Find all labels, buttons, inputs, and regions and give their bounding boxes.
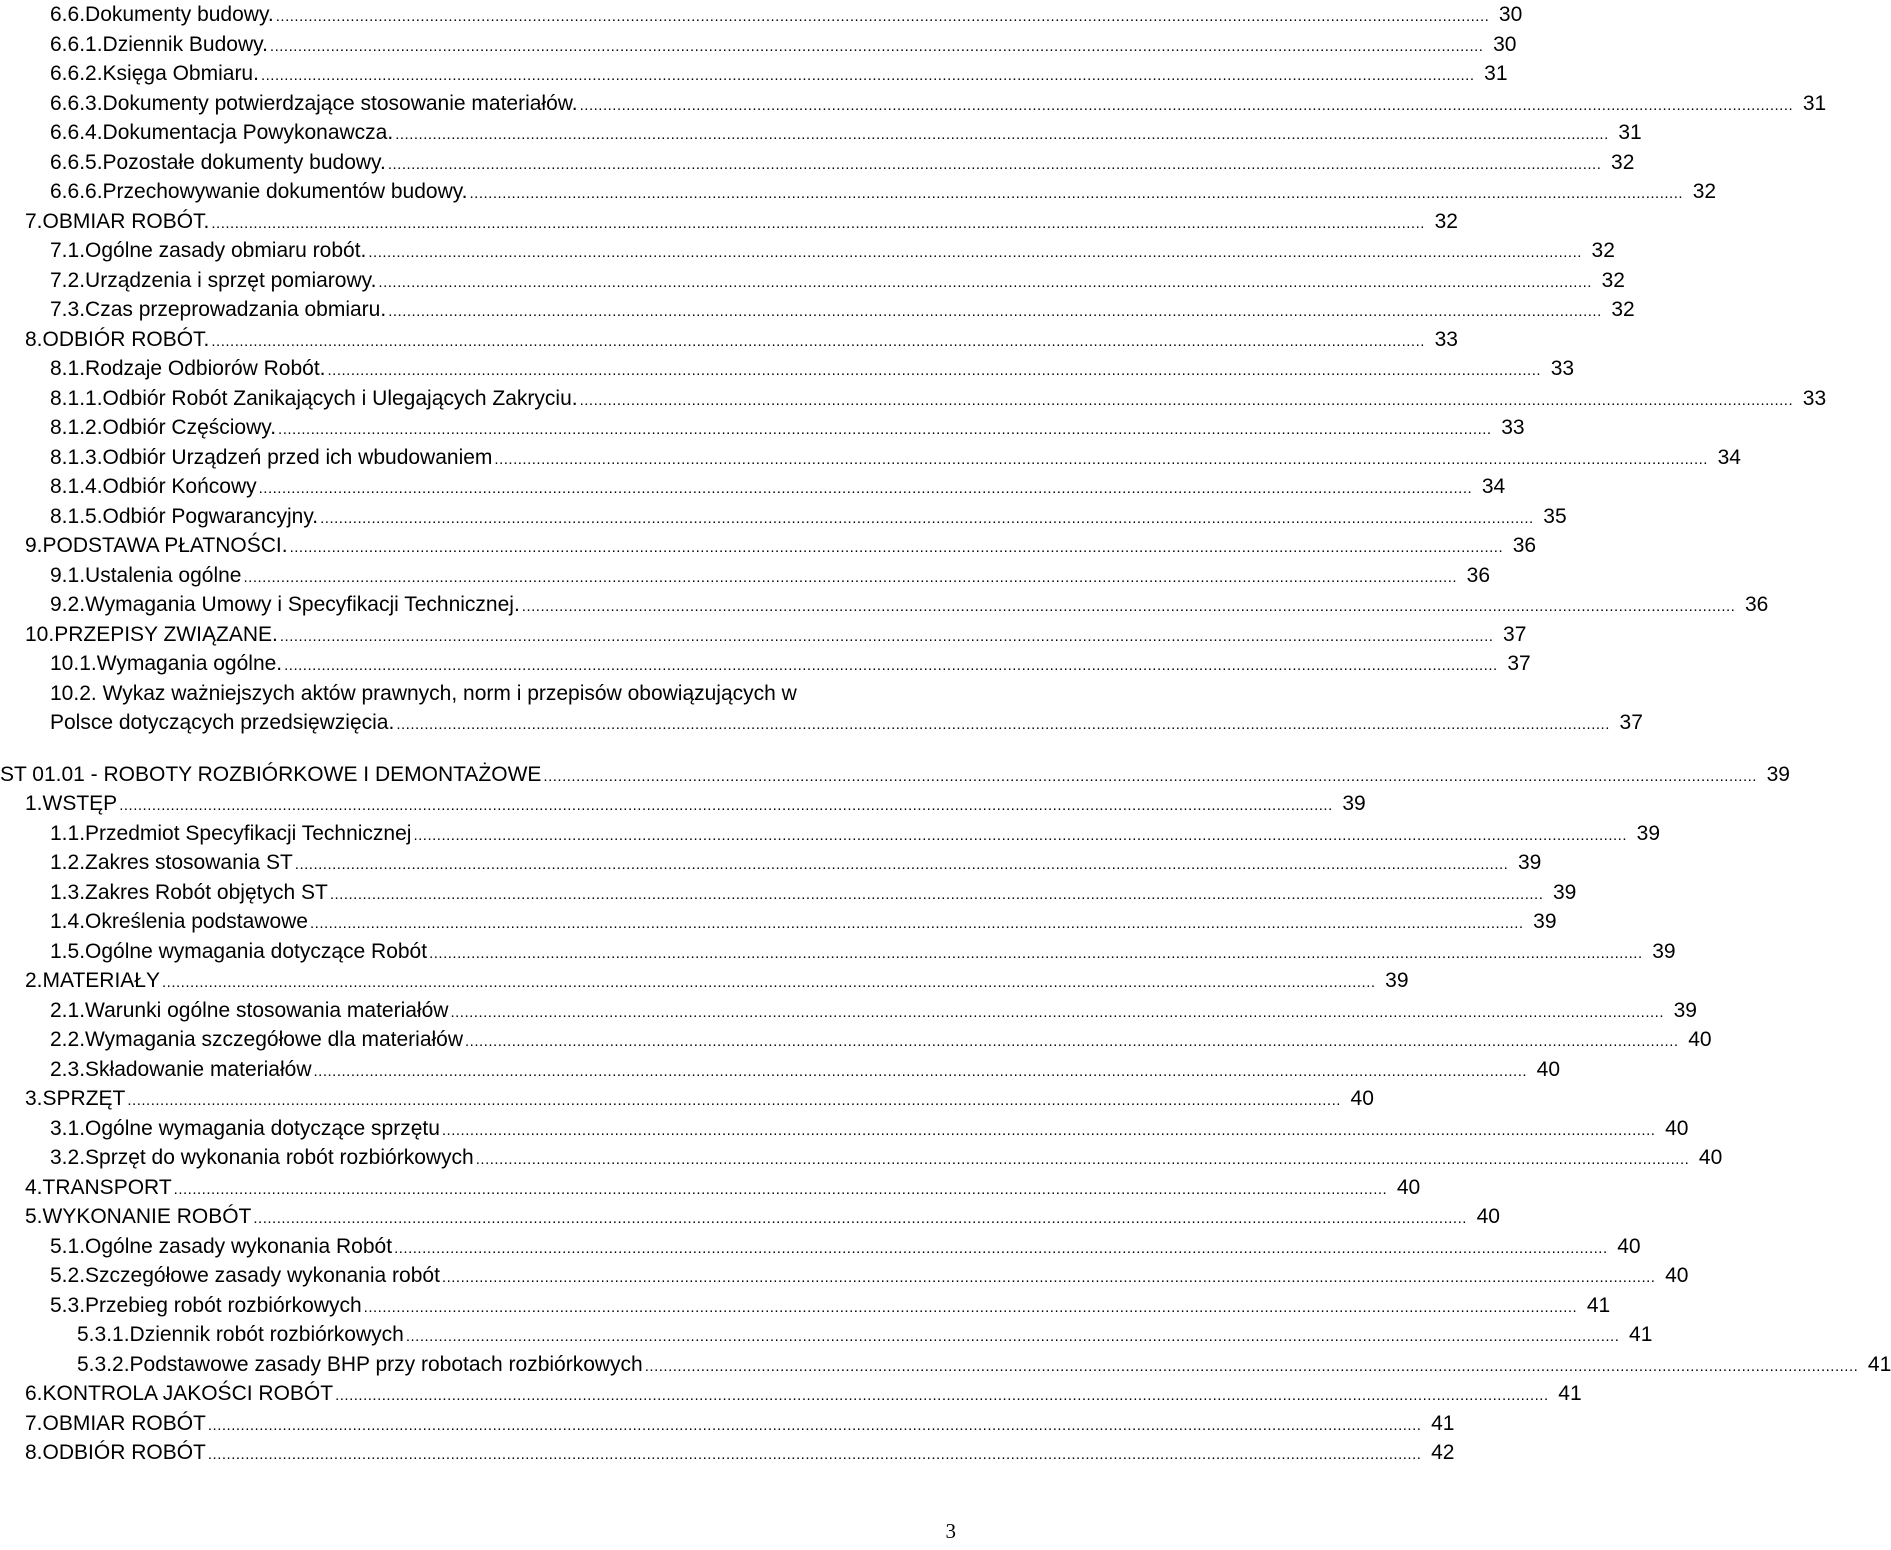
toc-entry-page: 40 xyxy=(1665,1264,1689,1287)
toc-entry-page: 31 xyxy=(1484,62,1508,85)
toc-entry[interactable] xyxy=(0,937,1676,967)
toc-entry-number: 6.6.6. xyxy=(50,180,103,203)
toc-entry-page: 34 xyxy=(1481,475,1506,498)
toc-entry[interactable] xyxy=(0,89,1827,119)
toc-entry-number: 10.1. xyxy=(50,652,97,675)
toc-entry[interactable] xyxy=(0,59,1508,89)
toc-entry-page: 39 xyxy=(1385,969,1409,992)
toc-entry-title: MATERIAŁY xyxy=(42,969,160,992)
toc-entry-title: WSTĘP xyxy=(42,792,118,815)
toc-entry-title: Księga Obmiaru. xyxy=(102,62,259,85)
toc-dot-leader: .................................................................................................................................................................................................................................................................... xyxy=(327,362,1542,379)
toc-entry-page: 37 xyxy=(1619,711,1643,734)
toc-entry-title: Dziennik Budowy. xyxy=(102,32,268,56)
toc-entry-page: 36 xyxy=(1744,593,1769,616)
toc-entry[interactable] xyxy=(0,561,1491,591)
toc-entry-title: WYKONANIE ROBÓT xyxy=(42,1205,252,1228)
toc-entry-title: Sprzęt do wykonania robót rozbiórkowych xyxy=(85,1146,474,1169)
toc-entry-page: 30 xyxy=(1493,32,1517,56)
toc-entry-title: Odbiór Urządzeń przed ich wbudowaniem xyxy=(102,445,493,469)
toc-dot-leader: .................................................................................................................................................................................................................................................................... xyxy=(335,1387,1549,1404)
toc-entry[interactable] xyxy=(0,207,1458,237)
toc-entry-title: Wymagania Umowy i Specyfikacji Technicznej. xyxy=(85,593,520,616)
toc-entry-number: 8.1.5. xyxy=(50,504,103,528)
toc-entry-title: OBMIAR ROBÓT xyxy=(42,1411,206,1435)
toc-entry[interactable] xyxy=(0,1438,1455,1468)
toc-dot-leader: .................................................................................................................................................................................................................................................................... xyxy=(269,37,1484,55)
toc-entry[interactable] xyxy=(0,1350,1891,1380)
toc-entry-number: 1.4. xyxy=(50,910,86,933)
toc-entry-page: 39 xyxy=(1342,792,1366,815)
toc-dot-leader: .................................................................................................................................................................................................................................................................... xyxy=(313,1062,1528,1080)
toc-entry-page: 41 xyxy=(1629,1323,1653,1346)
toc-entry[interactable] xyxy=(0,789,1366,819)
toc-dot-leader: .................................................................................................................................................................................................................................................................... xyxy=(279,627,1494,645)
toc-entry-number: 6. xyxy=(25,1382,43,1405)
toc-entry-title: Urządzenia i sprzęt pomiarowy. xyxy=(85,268,377,292)
toc-entry[interactable] xyxy=(0,760,1790,790)
toc-entry-page: 32 xyxy=(1611,150,1635,174)
toc-entry[interactable] xyxy=(0,620,1527,650)
toc-entry[interactable] xyxy=(0,1409,1455,1439)
toc-dot-leader: .................................................................................................................................................................................................................................................................... xyxy=(387,155,1602,173)
toc-dot-leader: .................................................................................................................................................................................................................................................................... xyxy=(441,1269,1656,1286)
toc-entry-number: 3. xyxy=(25,1087,43,1110)
toc-entry-page: 37 xyxy=(1503,622,1527,646)
toc-entry-number: 3.1. xyxy=(50,1116,86,1140)
toc-entry-page: 39 xyxy=(1636,821,1661,845)
toc-dot-leader: .................................................................................................................................................................................................................................................................... xyxy=(363,1298,1578,1316)
toc-entry-number: 8.1.4. xyxy=(50,475,103,498)
toc-entry-page: 41 xyxy=(1867,1352,1891,1376)
toc-dot-leader: .................................................................................................................................................................................................................................................................... xyxy=(388,303,1602,320)
toc-entry[interactable] xyxy=(0,590,1769,620)
toc-dot-leader: .................................................................................................................................................................................................................................................................... xyxy=(469,185,1684,202)
toc-entry-number: 2.2. xyxy=(50,1028,86,1051)
toc-entry[interactable] xyxy=(0,1261,1689,1291)
toc-dot-leader: .................................................................................................................................................................................................................................................................... xyxy=(207,1416,1422,1434)
toc-entry-title: Przedmiot Specyfikacji Technicznej xyxy=(85,821,412,845)
toc-entry-page: 32 xyxy=(1692,180,1717,203)
toc-entry-title: Ogólne wymagania dotyczące sprzętu xyxy=(85,1116,440,1140)
toc-entry-number: 1.1. xyxy=(50,821,86,845)
toc-dot-leader: .................................................................................................................................................................................................................................................................... xyxy=(320,509,1534,527)
toc-entry-title: Odbiór Pogwarancyjny. xyxy=(102,504,319,528)
toc-dot-leader: .................................................................................................................................................................................................................................................................... xyxy=(494,450,1708,468)
toc-entry-number: 8. xyxy=(25,327,43,351)
toc-entry-title: Odbiór Częściowy. xyxy=(102,416,277,439)
toc-dot-leader: .................................................................................................................................................................................................................................................................... xyxy=(243,568,1458,586)
toc-entry-page: 30 xyxy=(1498,3,1523,26)
toc-entry-number: 1.5. xyxy=(50,939,86,963)
toc-entry-number: 6.6. xyxy=(50,3,86,26)
toc-entry-title: Ogólne zasady wykonania Robót xyxy=(85,1234,393,1258)
toc-entry-title: PRZEPISY ZWIĄZANE. xyxy=(54,622,278,646)
toc-entry-title: Przebieg robót rozbiórkowych xyxy=(85,1293,362,1317)
toc-entry-number: 1.2. xyxy=(50,851,86,874)
toc-dot-leader: .................................................................................................................................................................................................................................................................... xyxy=(127,1092,1341,1109)
toc-dot-leader: .................................................................................................................................................................................................................................................................... xyxy=(378,273,1592,291)
toc-dot-leader: .................................................................................................................................................................................................................................................................... xyxy=(441,1121,1656,1139)
toc-entry-title: Ustalenia ogólne xyxy=(85,563,242,587)
toc-entry-title: Określenia podstawowe xyxy=(85,910,308,933)
toc-entry[interactable] xyxy=(0,1114,1689,1144)
toc-entry-page: 40 xyxy=(1350,1087,1374,1110)
toc-entry-title: Zakres Robót objętych ST xyxy=(85,880,328,904)
toc-dot-leader: .................................................................................................................................................................................................................................................................... xyxy=(119,797,1333,814)
toc-entry-number: 5.3. xyxy=(50,1293,86,1317)
toc-entry-page: 36 xyxy=(1466,563,1491,587)
toc-dot-leader: .................................................................................................................................................................................................................................................................... xyxy=(543,767,1757,785)
toc-dot-leader: .................................................................................................................................................................................................................................................................... xyxy=(396,716,1610,733)
toc-entry-page: 32 xyxy=(1601,268,1625,292)
toc-dot-leader: .................................................................................................................................................................................................................................................................... xyxy=(211,214,1425,232)
toc-entry-title: Warunki ogólne stosowania materiałów xyxy=(85,998,449,1022)
toc-entry[interactable] xyxy=(0,0,1523,30)
toc-entry-page: 31 xyxy=(1802,91,1827,115)
toc-entry[interactable] xyxy=(0,1320,1653,1350)
toc-entry[interactable] xyxy=(0,966,1409,996)
toc-dot-leader: .................................................................................................................................................................................................................................................................... xyxy=(450,1003,1664,1021)
toc-dot-leader: .................................................................................................................................................................................................................................................................... xyxy=(275,8,1490,25)
toc-dot-leader: .................................................................................................................................................................................................................................................................... xyxy=(429,944,1643,962)
toc-entry-number: 7.1. xyxy=(50,239,86,262)
toc-entry-page: 39 xyxy=(1533,910,1557,933)
toc-entry[interactable] xyxy=(0,472,1506,502)
toc-entry-number: 10.2. xyxy=(50,681,97,705)
toc-entry-page: 31 xyxy=(1618,121,1642,144)
toc-dot-leader: .................................................................................................................................................................................................................................................................... xyxy=(289,539,1504,556)
toc-entry-page: 40 xyxy=(1665,1116,1689,1140)
toc-entry-page: 33 xyxy=(1802,386,1827,410)
toc-entry-title: TRANSPORT xyxy=(42,1175,172,1199)
toc-dot-leader: .................................................................................................................................................................................................................................................................... xyxy=(253,1210,1467,1227)
toc-entry[interactable] xyxy=(0,679,1643,738)
toc-entry[interactable] xyxy=(0,1084,1374,1114)
toc-entry[interactable] xyxy=(0,1173,1421,1203)
toc-entry-number: 8.1.3. xyxy=(50,445,103,469)
toc-dot-leader: .................................................................................................................................................................................................................................................................... xyxy=(260,67,1475,84)
toc-entry[interactable] xyxy=(0,649,1531,679)
toc-entry-number: 4. xyxy=(25,1175,43,1199)
toc-dot-leader: .................................................................................................................................................................................................................................................................... xyxy=(329,885,1544,903)
toc-entry-page: 40 xyxy=(1617,1234,1641,1258)
page-number: 3 xyxy=(945,1519,956,1543)
toc-entry-title: Szczegółowe zasady wykonania robót xyxy=(85,1264,440,1287)
toc-dot-leader: .................................................................................................................................................................................................................................................................... xyxy=(413,826,1628,844)
toc-entry[interactable] xyxy=(0,1143,1723,1173)
toc-dot-leader: .................................................................................................................................................................................................................................................................... xyxy=(211,332,1425,350)
toc-entry-title: Dokumenty potwierdzające stosowanie materiałów. xyxy=(102,91,578,115)
toc-entry[interactable] xyxy=(0,177,1717,207)
toc-entry-number: 1. xyxy=(25,792,43,815)
toc-entry[interactable] xyxy=(0,907,1557,937)
toc-entry[interactable] xyxy=(0,443,1741,473)
toc-entry-page: 39 xyxy=(1517,851,1542,874)
toc-entry-title: Dziennik robót rozbiórkowych xyxy=(129,1323,404,1346)
toc-entry-page: 33 xyxy=(1550,357,1575,380)
toc-entry-page: 39 xyxy=(1652,939,1676,963)
toc-entry-number: 7. xyxy=(25,1411,43,1435)
toc-entry-title: Wymagania ogólne. xyxy=(96,652,283,675)
toc-entry-number: 6.6.5. xyxy=(50,150,103,174)
toc-entry-number: 1.3. xyxy=(50,880,86,904)
toc-entry[interactable] xyxy=(0,118,1642,148)
toc-entry[interactable] xyxy=(0,148,1635,178)
toc-entry-page: 37 xyxy=(1507,652,1531,675)
toc-entry[interactable] xyxy=(0,848,1542,878)
toc-entry[interactable] xyxy=(0,413,1525,443)
toc-entry-title: PODSTAWA PŁATNOŚCI. xyxy=(42,534,288,557)
toc-entry-number: 8.1. xyxy=(50,357,86,380)
toc-entry[interactable] xyxy=(0,1232,1641,1262)
toc-dot-leader: .................................................................................................................................................................................................................................................................... xyxy=(579,391,1794,409)
toc-entry[interactable] xyxy=(0,878,1577,908)
toc-entry-number: 8. xyxy=(25,1441,43,1464)
toc-entry-page: 32 xyxy=(1611,298,1635,321)
toc-entry-page: 40 xyxy=(1536,1057,1561,1081)
toc-entry[interactable] xyxy=(0,1025,1712,1055)
toc-entry-number: 2.3. xyxy=(50,1057,86,1081)
toc-dot-leader: .................................................................................................................................................................................................................................................................... xyxy=(278,421,1492,438)
toc-dot-leader: .................................................................................................................................................................................................................................................................... xyxy=(161,974,1376,991)
toc-entry-number: 7.2. xyxy=(50,268,86,292)
toc-dot-leader: .................................................................................................................................................................................................................................................................... xyxy=(521,598,1736,615)
toc-entry-number: 5.3.2. xyxy=(77,1352,130,1376)
toc-entry-number: 6.6.3. xyxy=(50,91,103,115)
toc-entry-title: ST 01.01 - ROBOTY ROZBIÓRKOWE I DEMONTAŻOWE xyxy=(0,762,542,786)
toc-dot-leader: .................................................................................................................................................................................................................................................................... xyxy=(405,1328,1620,1345)
toc-entry[interactable] xyxy=(0,531,1537,561)
toc-entry[interactable] xyxy=(0,266,1625,296)
toc-entry-page: 41 xyxy=(1558,1382,1582,1405)
toc-entry[interactable] xyxy=(0,1202,1500,1232)
toc-entry-page: 40 xyxy=(1476,1205,1500,1228)
toc-entry[interactable] xyxy=(0,1379,1582,1409)
toc-dot-leader: .................................................................................................................................................................................................................................................................... xyxy=(309,915,1524,932)
toc-entry[interactable] xyxy=(0,325,1458,355)
toc-entry-page: 33 xyxy=(1501,416,1525,439)
toc-entry-title: ODBIÓR ROBÓT xyxy=(42,1441,206,1464)
toc-dot-leader: .................................................................................................................................................................................................................................................................... xyxy=(294,856,1509,873)
toc-entry-number: 8.1.1. xyxy=(50,386,103,410)
toc-entry-page: 36 xyxy=(1512,534,1537,557)
toc-entry-title: Dokumentacja Powykonawcza. xyxy=(102,121,394,144)
toc-entry-page: 39 xyxy=(1766,762,1790,786)
toc-dot-leader: .................................................................................................................................................................................................................................................................... xyxy=(394,1239,1608,1257)
toc-entry-title: Wymagania szczegółowe dla materiałów xyxy=(85,1028,464,1051)
toc-entry-page: 39 xyxy=(1553,880,1577,904)
toc-entry-number: 9.2. xyxy=(50,593,86,616)
toc-entry[interactable] xyxy=(0,30,1517,60)
toc-entry-title: Składowanie materiałów xyxy=(85,1057,312,1081)
toc-entry-title: Ogólne zasady obmiaru robót. xyxy=(85,239,367,262)
toc-entry-title: ODBIÓR ROBÓT. xyxy=(42,327,210,351)
toc-entry-page: 40 xyxy=(1688,1028,1712,1051)
toc-entry-number: 2.1. xyxy=(50,998,86,1022)
toc-entry-title: SPRZĘT xyxy=(42,1087,126,1110)
toc-entry-page: 40 xyxy=(1698,1146,1723,1169)
toc-entry-page: 32 xyxy=(1434,209,1458,233)
toc-entry-page: 33 xyxy=(1434,327,1458,351)
toc-entry-page: 41 xyxy=(1586,1293,1611,1317)
toc-entry-title: Czas przeprowadzania obmiaru. xyxy=(85,298,387,321)
toc-entry-title: KONTROLA JAKOŚCI ROBÓT xyxy=(42,1382,334,1405)
toc-entry-title: Podstawowe zasady BHP przy robotach rozbiórkowych xyxy=(129,1352,643,1376)
toc-entry[interactable] xyxy=(0,996,1697,1026)
toc-dot-leader: .................................................................................................................................................................................................................................................................... xyxy=(475,1151,1690,1168)
toc-entry[interactable] xyxy=(0,354,1575,384)
toc-entry-number: 10. xyxy=(25,622,55,646)
toc-entry-title: Zakres stosowania ST xyxy=(85,851,293,874)
toc-dot-leader: .................................................................................................................................................................................................................................................................... xyxy=(368,244,1582,261)
toc-dot-leader: .................................................................................................................................................................................................................................................................... xyxy=(644,1357,1859,1375)
toc-entry-number: 3.2. xyxy=(50,1146,86,1169)
toc-dot-leader: .................................................................................................................................................................................................................................................................... xyxy=(258,480,1473,497)
toc-entry-number: 2. xyxy=(25,969,43,992)
toc-entry-number: 6.6.4. xyxy=(50,121,103,144)
toc-entry-title: Przechowywanie dokumentów budowy. xyxy=(102,180,468,203)
toc-entry-title: Ogólne wymagania dotyczące Robót xyxy=(85,939,428,963)
toc-entry-page: 40 xyxy=(1396,1175,1421,1199)
toc-entry-title: Wykaz ważniejszych aktów prawnych, norm i przepisów obowiązujących w xyxy=(102,681,797,705)
toc-entry-page: 41 xyxy=(1431,1411,1455,1435)
toc-entry-number: 5. xyxy=(25,1205,43,1228)
toc-entry-number: 5.2. xyxy=(50,1264,86,1287)
toc-entry-title: Rodzaje Odbiorów Robót. xyxy=(85,357,326,380)
toc-entry-title-continued: Polsce dotyczących przedsięwzięcia. xyxy=(50,711,395,734)
toc-dot-leader: .................................................................................................................................................................................................................................................................... xyxy=(579,96,1794,114)
toc-entry-title: Odbiór Końcowy xyxy=(102,475,257,498)
toc-dot-leader: .................................................................................................................................................................................................................................................................... xyxy=(173,1180,1388,1198)
toc-entry[interactable] xyxy=(0,295,1635,325)
toc-entry-page: 32 xyxy=(1591,239,1615,262)
toc-entry[interactable] xyxy=(0,1291,1611,1321)
toc-entry-number: 5.3.1. xyxy=(77,1323,130,1346)
toc-entry-page: 34 xyxy=(1717,445,1741,469)
toc-entry-number: 9. xyxy=(25,534,43,557)
toc-entry-title: Odbiór Robót Zanikających i Ulegających Zakryciu. xyxy=(102,386,578,410)
toc-dot-leader: .................................................................................................................................................................................................................................................................... xyxy=(284,657,1498,674)
toc-entry-title: OBMIAR ROBÓT. xyxy=(42,209,210,233)
toc-entry-number: 5.1. xyxy=(50,1234,86,1258)
toc-entry[interactable] xyxy=(0,502,1567,532)
toc-entry-page: 35 xyxy=(1543,504,1567,528)
toc-entry-number: 8.1.2. xyxy=(50,416,103,439)
toc-entry[interactable] xyxy=(0,819,1661,849)
toc-entry-number: 9.1. xyxy=(50,563,86,587)
toc-entry[interactable] xyxy=(0,1055,1561,1085)
toc-entry[interactable] xyxy=(0,384,1827,414)
toc-entry-title: Pozostałe dokumenty budowy. xyxy=(102,150,386,174)
toc-entry-number: 7.3. xyxy=(50,298,86,321)
toc-entry-number: 6.6.1. xyxy=(50,32,103,56)
toc-entry-title: Dokumenty budowy. xyxy=(85,3,274,26)
toc-entry-page: 39 xyxy=(1673,998,1697,1022)
toc-dot-leader: .................................................................................................................................................................................................................................................................... xyxy=(395,126,1609,143)
toc-entry-page: 42 xyxy=(1431,1441,1455,1464)
toc-dot-leader: .................................................................................................................................................................................................................................................................... xyxy=(465,1033,1679,1050)
toc-entry[interactable] xyxy=(0,236,1615,266)
toc-entry-number: 7. xyxy=(25,209,43,233)
toc-entry-number: 6.6.2. xyxy=(50,62,103,85)
toc-dot-leader: .................................................................................................................................................................................................................................................................... xyxy=(207,1446,1422,1463)
